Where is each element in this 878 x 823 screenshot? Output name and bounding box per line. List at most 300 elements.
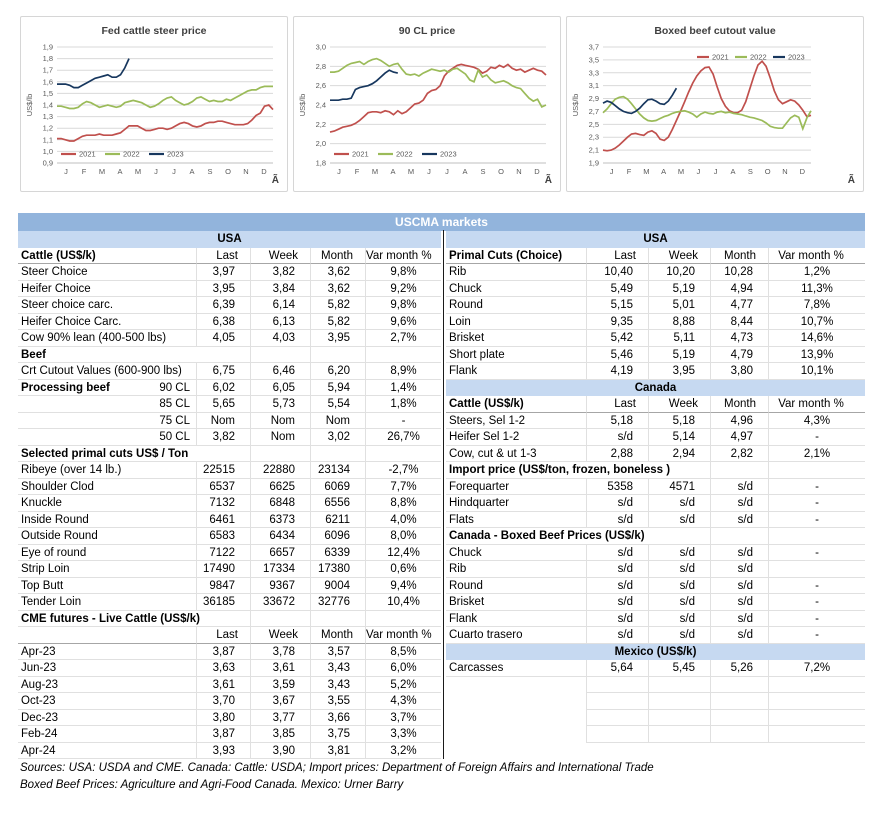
value-cell: 10,28 xyxy=(710,264,768,281)
x-tick-label: D xyxy=(799,167,806,176)
market-table-usa xyxy=(18,231,441,759)
table-row xyxy=(446,330,865,347)
chart-canvas xyxy=(21,17,287,191)
row-label: Heifer Choice xyxy=(18,281,196,298)
value-cell: s/d xyxy=(586,594,648,611)
table-row xyxy=(18,594,441,611)
value-cell: 6211 xyxy=(310,512,365,529)
value-cell: 5,18 xyxy=(586,413,648,430)
value-cell: s/d xyxy=(710,627,768,644)
table-row xyxy=(18,660,441,677)
source-notes xyxy=(20,760,654,793)
empty-cell xyxy=(710,528,768,545)
value-cell: Nom xyxy=(196,413,250,430)
value-cell: 36185 xyxy=(196,594,250,611)
value-cell: 6583 xyxy=(196,528,250,545)
x-tick-label: A xyxy=(189,167,195,176)
row-label: Round xyxy=(446,578,586,595)
corner-glyph: Ã xyxy=(271,175,279,186)
value-cell: 3,02 xyxy=(310,429,365,446)
table-row xyxy=(446,396,865,413)
value-cell: s/d xyxy=(586,512,648,529)
value-cell: 8,8% xyxy=(365,495,441,512)
y-tick-label: 1,8 xyxy=(42,54,53,64)
market-table-usa-canada-mexico xyxy=(446,231,865,743)
value-cell: 3,43 xyxy=(310,677,365,694)
empty-cell xyxy=(768,726,865,743)
value-cell: -2,7% xyxy=(365,462,441,479)
y-tick-label: 1,5 xyxy=(42,88,53,98)
empty-cell xyxy=(586,677,648,694)
row-label: Feb-24 xyxy=(18,726,196,743)
section-header-row xyxy=(18,231,441,248)
row-label: 85 CL xyxy=(18,396,196,413)
value-cell: s/d xyxy=(710,611,768,628)
value-cell: 3,62 xyxy=(310,264,365,281)
row-label-sub: 90 CL xyxy=(159,381,190,394)
value-cell: 4,0% xyxy=(365,512,441,529)
empty-label xyxy=(446,726,586,743)
series-line-2021 xyxy=(330,64,546,132)
value-cell: 3,7% xyxy=(365,710,441,727)
empty-cell xyxy=(586,726,648,743)
value-cell: 14,6% xyxy=(768,330,865,347)
value-cell: 4,03 xyxy=(250,330,310,347)
value-cell: 3,78 xyxy=(250,644,310,661)
row-label: Ribeye (over 14 lb.) xyxy=(18,462,196,479)
value-cell: 3,82 xyxy=(250,264,310,281)
value-cell: s/d xyxy=(586,495,648,512)
row-label xyxy=(18,380,196,397)
corner-glyph: Ã xyxy=(847,175,855,186)
value-cell: - xyxy=(768,611,865,628)
group-header-label: Import price (US$/ton, frozen, boneless ) xyxy=(446,462,710,479)
value-cell: 33672 xyxy=(250,594,310,611)
y-tick-label: 2,8 xyxy=(315,61,326,71)
y-tick-label: 0,9 xyxy=(42,158,53,168)
row-label: Steers, Sel 1-2 xyxy=(446,413,586,430)
legend-label-2021: 2021 xyxy=(712,52,729,62)
table-row xyxy=(18,363,441,380)
value-cell: 3,95 xyxy=(196,281,250,298)
value-cell: s/d xyxy=(586,561,648,578)
table-row xyxy=(18,512,441,529)
y-tick-label: 2,6 xyxy=(315,81,326,91)
empty-cell xyxy=(365,611,441,628)
empty-cell xyxy=(648,693,710,710)
value-cell: 6556 xyxy=(310,495,365,512)
table-row xyxy=(18,710,441,727)
column-header: Week xyxy=(250,248,310,265)
value-cell: 1,8% xyxy=(365,396,441,413)
x-tick-label: J xyxy=(337,167,341,176)
y-tick-label: 1,7 xyxy=(42,65,53,75)
table-row xyxy=(18,693,441,710)
x-tick-label: J xyxy=(696,167,701,176)
value-cell: s/d xyxy=(586,611,648,628)
y-tick-label: 1,2 xyxy=(42,123,53,133)
group-header-label: Canada - Boxed Beef Prices (US$/k) xyxy=(446,528,710,545)
value-cell: - xyxy=(768,429,865,446)
value-cell: 6,02 xyxy=(196,380,250,397)
table-row xyxy=(18,248,441,265)
row-label: Cow, cut & ut 1-3 xyxy=(446,446,586,463)
empty-cell xyxy=(710,726,768,743)
value-cell: 3,87 xyxy=(196,644,250,661)
x-tick-label: J xyxy=(427,167,431,176)
column-header: Last xyxy=(586,248,648,265)
y-tick-label: 2,4 xyxy=(315,100,326,110)
y-tick-label: 1,9 xyxy=(588,158,599,168)
row-label: Rib xyxy=(446,264,586,281)
value-cell: 3,61 xyxy=(196,677,250,694)
series-line-2021 xyxy=(57,105,273,141)
value-cell: 3,80 xyxy=(710,363,768,380)
value-cell: 6,46 xyxy=(250,363,310,380)
table-row xyxy=(18,396,441,413)
table-row xyxy=(18,330,441,347)
chart-canvas xyxy=(294,17,560,191)
row-label-main: Processing beef xyxy=(21,381,110,394)
value-cell: 5,26 xyxy=(710,660,768,677)
value-cell: 3,87 xyxy=(196,726,250,743)
empty-cell xyxy=(710,693,768,710)
value-cell: 4,79 xyxy=(710,347,768,364)
empty-cell xyxy=(586,693,648,710)
row-label: Aug-23 xyxy=(18,677,196,694)
x-tick-label: F xyxy=(354,167,360,176)
value-cell: Nom xyxy=(310,413,365,430)
value-cell: - xyxy=(768,578,865,595)
value-cell: s/d xyxy=(586,627,648,644)
table-row xyxy=(18,462,441,479)
y-tick-label: 2,3 xyxy=(588,132,599,142)
value-cell: s/d xyxy=(648,495,710,512)
value-cell: 5,19 xyxy=(648,281,710,298)
chart-canvas xyxy=(567,17,863,191)
x-tick-label: D xyxy=(261,167,267,176)
value-cell: 6339 xyxy=(310,545,365,562)
y-tick-label: 2,0 xyxy=(315,139,326,149)
row-label: Rib xyxy=(446,561,586,578)
x-tick-label: F xyxy=(81,167,87,176)
legend-label-2021: 2021 xyxy=(352,149,369,159)
x-tick-label: O xyxy=(764,167,771,176)
value-cell: 3,95 xyxy=(648,363,710,380)
empty-label xyxy=(446,710,586,727)
table-row xyxy=(446,710,865,727)
table-row xyxy=(18,413,441,430)
table-row xyxy=(18,479,441,496)
value-cell: 3,85 xyxy=(250,726,310,743)
value-cell: 23134 xyxy=(310,462,365,479)
value-cell: 2,7% xyxy=(365,330,441,347)
row-label: Heifer Choice Carc. xyxy=(18,314,196,331)
value-cell: 5,82 xyxy=(310,297,365,314)
value-cell: s/d xyxy=(586,429,648,446)
row-label: Carcasses xyxy=(446,660,586,677)
value-cell: s/d xyxy=(648,512,710,529)
table-row xyxy=(446,413,865,430)
legend-label-2022: 2022 xyxy=(396,149,413,159)
series-line-2023 xyxy=(57,59,129,88)
value-cell: 4,3% xyxy=(365,693,441,710)
row-label: Steer Choice xyxy=(18,264,196,281)
empty-cell xyxy=(586,710,648,727)
value-cell: 17334 xyxy=(250,561,310,578)
empty-label xyxy=(446,693,586,710)
table-row xyxy=(446,429,865,446)
group-header-label: Selected primal cuts US$ / Ton xyxy=(18,446,250,463)
chart-title: Boxed beef cutout value xyxy=(654,25,776,37)
value-cell: 3,81 xyxy=(310,743,365,760)
value-cell: s/d xyxy=(710,495,768,512)
x-tick-label: M xyxy=(407,167,415,176)
column-header: Var month % xyxy=(365,627,441,644)
y-tick-label: 1,3 xyxy=(42,112,53,122)
corner-glyph: Ã xyxy=(544,175,552,186)
value-cell: s/d xyxy=(710,545,768,562)
group-header-label: Beef xyxy=(18,347,250,364)
row-label: Chuck xyxy=(446,545,586,562)
empty-cell xyxy=(310,446,365,463)
value-cell: 9,6% xyxy=(365,314,441,331)
value-cell: s/d xyxy=(586,545,648,562)
x-tick-label: M xyxy=(98,167,106,176)
y-tick-label: 2,1 xyxy=(588,145,599,155)
value-cell: 6537 xyxy=(196,479,250,496)
empty-cell xyxy=(768,528,865,545)
value-cell: s/d xyxy=(710,578,768,595)
table-title: USCMA markets xyxy=(18,213,865,231)
row-label: Dec-23 xyxy=(18,710,196,727)
column-header-label: Cattle (US$/k) xyxy=(446,396,586,413)
value-cell: 5,82 xyxy=(310,314,365,331)
value-cell: 4,94 xyxy=(710,281,768,298)
value-cell: 4,77 xyxy=(710,297,768,314)
value-cell: 6,38 xyxy=(196,314,250,331)
legend-label-2023: 2023 xyxy=(167,149,184,159)
section-label: USA xyxy=(217,233,242,245)
value-cell: 10,1% xyxy=(768,363,865,380)
table-row xyxy=(18,528,441,545)
table-row xyxy=(446,528,865,545)
column-header: Week xyxy=(250,627,310,644)
table-row xyxy=(446,594,865,611)
value-cell: 4,96 xyxy=(710,413,768,430)
value-cell: 10,7% xyxy=(768,314,865,331)
value-cell: - xyxy=(768,627,865,644)
chart-title: Fed cattle steer price xyxy=(101,25,207,37)
value-cell: s/d xyxy=(648,561,710,578)
x-tick-label: M xyxy=(371,167,379,176)
empty-cell xyxy=(310,347,365,364)
value-cell: 3,70 xyxy=(196,693,250,710)
table-row xyxy=(446,561,865,578)
value-cell: 5,42 xyxy=(586,330,648,347)
column-header: Last xyxy=(196,627,250,644)
value-cell: 5,54 xyxy=(310,396,365,413)
source-note-line1: Sources: USA: USDA and CME. Canada: Cattle: USDA; Import prices: Department of Foreign Affairs and International Trade xyxy=(20,762,654,774)
value-cell: 3,57 xyxy=(310,644,365,661)
table-row xyxy=(446,627,865,644)
row-label: Jun-23 xyxy=(18,660,196,677)
x-tick-label: A xyxy=(390,167,396,176)
value-cell: s/d xyxy=(648,545,710,562)
value-cell: 6461 xyxy=(196,512,250,529)
value-cell: 1,4% xyxy=(365,380,441,397)
x-tick-label: S xyxy=(747,167,753,176)
value-cell: Nom xyxy=(250,413,310,430)
value-cell: 7122 xyxy=(196,545,250,562)
row-label: Flank xyxy=(446,363,586,380)
x-tick-label: S xyxy=(480,167,486,176)
value-cell: 9,8% xyxy=(365,297,441,314)
y-tick-label: 2,5 xyxy=(588,119,599,129)
table-row xyxy=(18,347,441,364)
table-row xyxy=(446,512,865,529)
y-tick-label: 1,4 xyxy=(42,100,53,110)
section-label: USA xyxy=(643,233,668,245)
value-cell: 3,84 xyxy=(250,281,310,298)
row-label: Apr-24 xyxy=(18,743,196,760)
table-row xyxy=(446,347,865,364)
value-cell: 4,19 xyxy=(586,363,648,380)
value-cell: 5,49 xyxy=(586,281,648,298)
table-row xyxy=(18,297,441,314)
chart-boxed-beef-cutout-value xyxy=(566,16,864,192)
x-tick-label: A xyxy=(661,167,667,176)
x-tick-label: J xyxy=(172,167,176,176)
table-row xyxy=(446,314,865,331)
value-cell: 6625 xyxy=(250,479,310,496)
table-row xyxy=(446,363,865,380)
x-tick-label: M xyxy=(643,167,650,176)
table-row xyxy=(446,693,865,710)
empty-cell xyxy=(768,677,865,694)
empty-cell xyxy=(648,726,710,743)
table-row xyxy=(446,248,865,265)
y-tick-label: 1,9 xyxy=(42,42,53,52)
value-cell: 8,88 xyxy=(648,314,710,331)
value-cell: 5358 xyxy=(586,479,648,496)
value-cell: 26,7% xyxy=(365,429,441,446)
table-row xyxy=(446,660,865,677)
table-row xyxy=(446,545,865,562)
section-header-row xyxy=(446,380,865,397)
value-cell: 12,4% xyxy=(365,545,441,562)
value-cell: 4,05 xyxy=(196,330,250,347)
value-cell: s/d xyxy=(648,611,710,628)
table-row xyxy=(18,495,441,512)
table-row xyxy=(18,743,441,760)
value-cell: 2,94 xyxy=(648,446,710,463)
value-cell: 6434 xyxy=(250,528,310,545)
value-cell: 3,82 xyxy=(196,429,250,446)
value-cell: 17380 xyxy=(310,561,365,578)
empty-cell xyxy=(768,693,865,710)
column-header-label: Cattle (US$/k) xyxy=(18,248,196,265)
legend-label-2023: 2023 xyxy=(788,52,805,62)
x-tick-label: F xyxy=(626,167,632,176)
value-cell: 3,97 xyxy=(196,264,250,281)
value-cell: Nom xyxy=(250,429,310,446)
x-tick-label: O xyxy=(225,167,231,176)
value-cell: 6848 xyxy=(250,495,310,512)
x-tick-label: A xyxy=(730,167,736,176)
column-header: Month xyxy=(310,627,365,644)
table-row xyxy=(18,264,441,281)
legend-label-2021: 2021 xyxy=(79,149,96,159)
row-label: 75 CL xyxy=(18,413,196,430)
value-cell: 3,95 xyxy=(310,330,365,347)
value-cell: 5,45 xyxy=(648,660,710,677)
value-cell: 2,88 xyxy=(586,446,648,463)
row-label: Shoulder Clod xyxy=(18,479,196,496)
x-tick-label: N xyxy=(516,167,522,176)
value-cell: 6,13 xyxy=(250,314,310,331)
x-tick-label: J xyxy=(64,167,68,176)
legend-label-2022: 2022 xyxy=(123,149,140,159)
row-label: Chuck xyxy=(446,281,586,298)
y-tick-label: 1,0 xyxy=(42,146,53,156)
row-label: Outside Round xyxy=(18,528,196,545)
table-row xyxy=(18,611,441,628)
value-cell: 17490 xyxy=(196,561,250,578)
value-cell: 3,77 xyxy=(250,710,310,727)
empty-cell xyxy=(250,611,310,628)
value-cell: 9004 xyxy=(310,578,365,595)
value-cell: 5,18 xyxy=(648,413,710,430)
y-tick-label: 3,1 xyxy=(588,81,599,91)
empty-cell xyxy=(365,347,441,364)
value-cell: 5,65 xyxy=(196,396,250,413)
row-label: Brisket xyxy=(446,330,586,347)
value-cell: 6,20 xyxy=(310,363,365,380)
table-row xyxy=(446,281,865,298)
column-header: Last xyxy=(196,248,250,265)
value-cell: s/d xyxy=(710,479,768,496)
chart-title: 90 CL price xyxy=(398,25,456,37)
value-cell: 3,3% xyxy=(365,726,441,743)
value-cell: 5,01 xyxy=(648,297,710,314)
table-row xyxy=(18,429,441,446)
value-cell: 5,46 xyxy=(586,347,648,364)
chart-fed-cattle-steer-price xyxy=(20,16,288,192)
y-tick-label: 3,3 xyxy=(588,68,599,78)
value-cell: 7,7% xyxy=(365,479,441,496)
table-row xyxy=(446,578,865,595)
row-label: Round xyxy=(446,297,586,314)
value-cell: 3,93 xyxy=(196,743,250,760)
row-label: Crt Cutout Values (600-900 lbs) xyxy=(18,363,196,380)
table-row xyxy=(18,726,441,743)
value-cell: 3,59 xyxy=(250,677,310,694)
row-label: Cow 90% lean (400-500 lbs) xyxy=(18,330,196,347)
column-header-label xyxy=(18,627,196,644)
y-tick-label: 3,5 xyxy=(588,55,599,65)
empty-cell xyxy=(648,710,710,727)
value-cell: 3,66 xyxy=(310,710,365,727)
row-label: Flats xyxy=(446,512,586,529)
row-label: 50 CL xyxy=(18,429,196,446)
table-row xyxy=(446,495,865,512)
value-cell: 9,8% xyxy=(365,264,441,281)
row-label: Flank xyxy=(446,611,586,628)
row-label: Short plate xyxy=(446,347,586,364)
value-cell: 4,3% xyxy=(768,413,865,430)
column-header: Month xyxy=(710,396,768,413)
